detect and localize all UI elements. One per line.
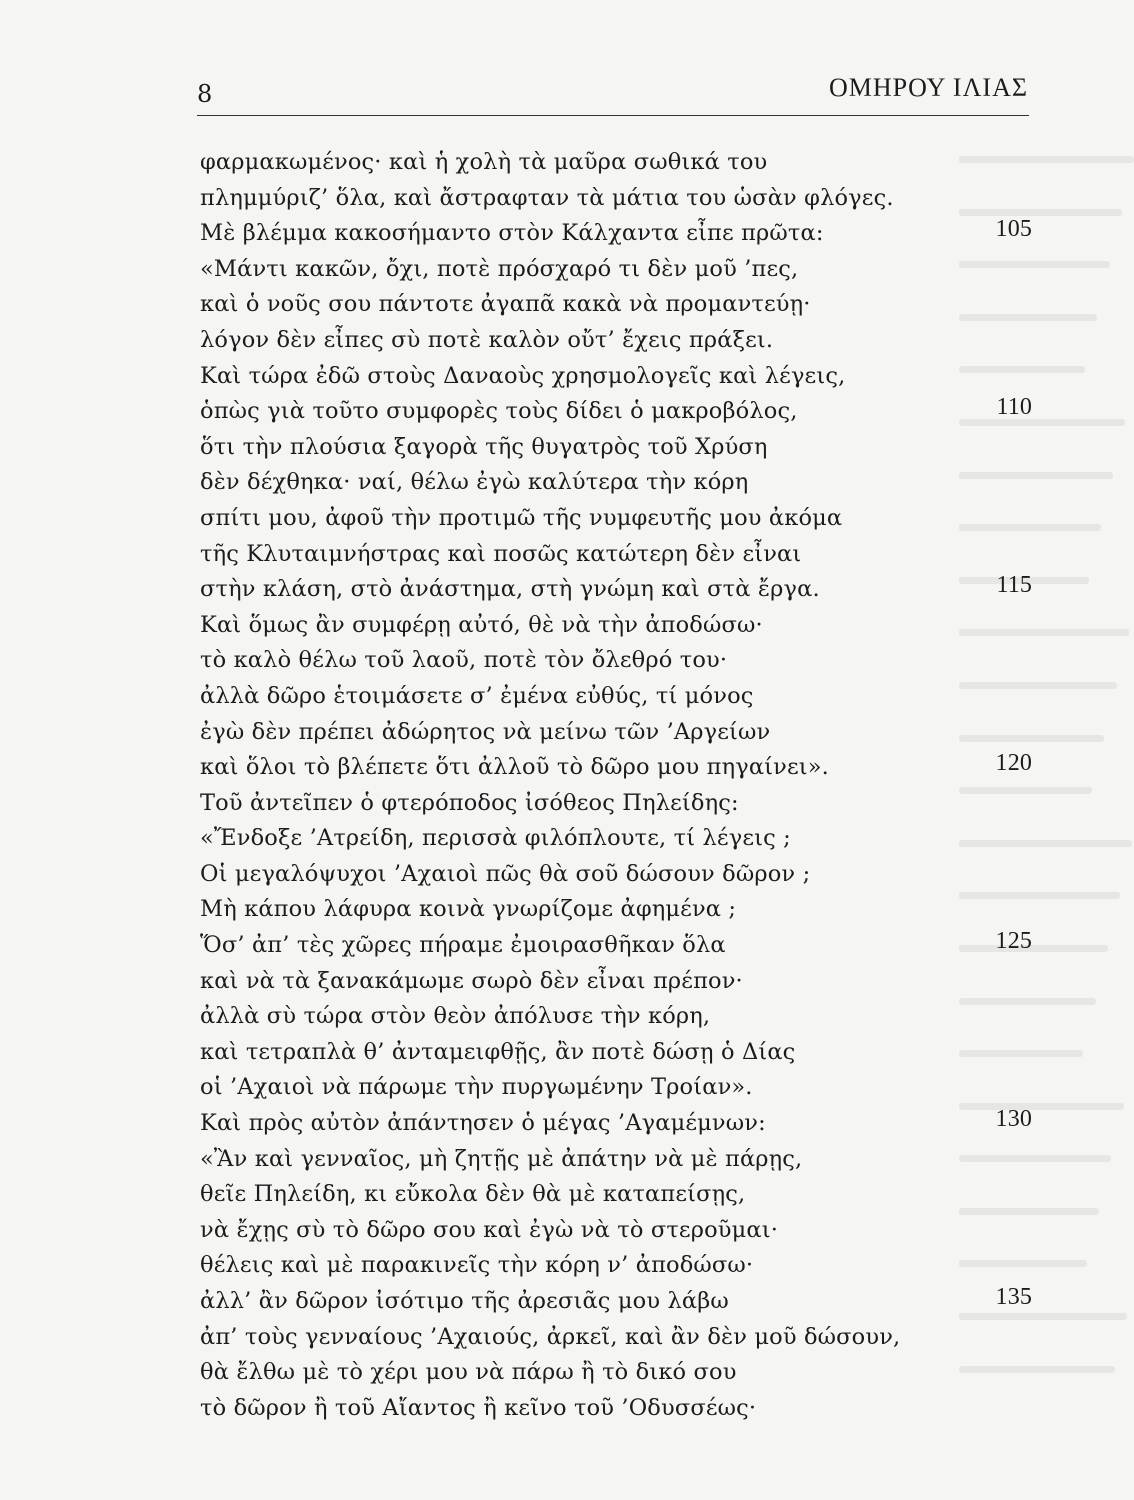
line-number: 135 [995,1284,1032,1310]
line-number: 125 [995,928,1032,955]
verse-line [200,394,1040,430]
line-number: 105 [995,216,1032,243]
verse-line [200,465,1040,501]
verse-line [200,501,1040,537]
verse-text: θὰ ἔλθω μὲ τὸ χέρι μου νὰ πάρω ἢ τὸ δικό σου [200,1359,737,1386]
verse-text: «Ἔνδοξε ’Ατρείδη, περισσὰ φιλόπλουτε, τί λέγεις ; [200,825,791,852]
page-number: 8 [197,80,213,108]
verse-text: Μὲ βλέμμα κακοσήμαντο στὸν Κάλχαντα εἶπε πρῶτα: [200,220,824,247]
verse-line [200,608,1040,644]
verse-text: τὸ δῶρον ἢ τοῦ Αἴαντος ἢ κεῖνο τοῦ ’Οδυσσέως· [200,1394,757,1421]
verse-text: «Μάντι κακῶν, ὄχι, ποτὲ πρόσχαρό τι δὲν μοῦ ’πες, [200,255,799,282]
verse-line [200,643,1040,679]
verse-line [200,1248,1040,1284]
line-number: 115 [996,572,1032,599]
line-number: 120 [995,750,1032,777]
verse-line [200,1106,1040,1142]
verse-line [200,1391,1040,1427]
verse-text: τὸ καλὸ θέλω τοῦ λαοῦ, ποτὲ τὸν ὄλεθρό του· [200,647,728,674]
verse-line [200,572,1040,608]
verse-text: ἐγὼ δὲν πρέπει ἀδώρητος νὰ μείνω τῶν ’Αργείων [200,718,771,745]
verse-text: ὁπὼς γιὰ τοῦτο συμφορὲς τοὺς δίδει ὁ μακροβόλος, [200,398,798,425]
verse-block [200,145,1040,1426]
verse-text: Ὅσ’ ἀπ’ τὲς χῶρες πήραμε ἐμοιρασθῆκαν ὅλα [200,932,726,959]
verse-line [200,964,1040,1000]
verse-text: σπίτι μου, ἀφοῦ τὴν προτιμῶ τῆς νυμφευτῆς μου ἀκόμα [200,504,843,531]
verse-line [200,359,1040,395]
header-rule [197,115,1029,116]
verse-text: νὰ ἔχῃς σὺ τὸ δῶρο σου καὶ ἐγὼ νὰ τὸ στεροῦμαι· [200,1216,779,1243]
verse-line [200,786,1040,822]
running-title: ΟΜΗΡΟΥ ΙΛΙΑΣ [828,73,1028,102]
verse-line [200,287,1040,323]
verse-line [200,892,1040,928]
verse-text: τῆς Κλυταιμνήστρας καὶ ποσῶς κατώτερη δὲν εἶναι [200,540,802,567]
verse-text: ἀλλὰ σὺ τώρα στὸν θεὸν ἀπόλυσε τὴν κόρη, [200,1003,711,1030]
verse-text: καὶ ὅλοι τὸ βλέπετε ὅτι ἀλλοῦ τὸ δῶρο μου πηγαίνει». [200,754,829,781]
verse-line [200,252,1040,288]
verse-text: οἱ ’Αχαιοὶ νὰ πάρωμε τὴν πυργωμένην Τροίαν». [200,1074,753,1101]
verse-line [200,999,1040,1035]
verse-text: καὶ τετραπλὰ θ’ ἀνταμειφθῇς, ἂν ποτὲ δώσῃ ὁ Δίας [200,1038,796,1065]
verse-line [200,181,1040,217]
verse-text: Τοῦ ἀντεῖπεν ὁ φτερόποδος ἰσόθεος Πηλείδης: [200,789,739,816]
verse-line [200,857,1040,893]
verse-line [200,1284,1040,1320]
verse-line [200,1070,1040,1106]
verse-text: καὶ νὰ τὰ ξανακάμωμε σωρὸ δὲν εἶναι πρέπον· [200,967,743,994]
verse-line [200,145,1040,181]
line-number: 130 [995,1106,1032,1133]
verse-line [200,821,1040,857]
verse-text: θέλεις καὶ μὲ παρακινεῖς τὴν κόρη ν’ ἀποδώσω· [200,1252,754,1279]
verse-line [200,216,1040,252]
verse-text: Καὶ τώρα ἐδῶ στοὺς Δαναοὺς χρησμολογεῖς καὶ λέγεις, [200,362,846,389]
verse-line [200,750,1040,786]
verse-line [200,1320,1040,1356]
verse-text: ἀλλ’ ἂν δῶρον ἰσότιμο τῆς ἀρεσιᾶς μου λάβω [200,1288,729,1314]
verse-text: Μὴ κάπου λάφυρα κοινὰ γνωρίζομε ἀφημένα ; [200,896,737,923]
verse-line [200,323,1040,359]
verse-text: ὅτι τὴν πλούσια ξαγορὰ τῆς θυγατρὸς τοῦ Χρύση [200,433,768,460]
verse-line [200,715,1040,751]
verse-text: θεῖε Πηλείδη, κι εὔκολα δὲν θὰ μὲ καταπείσῃς, [200,1181,746,1208]
verse-line [200,1355,1040,1391]
verse-line [200,679,1040,715]
verse-line [200,928,1040,964]
verse-text: καὶ ὁ νοῦς σου πάντοτε ἀγαπᾶ κακὰ νὰ προμαντεύῃ· [200,291,811,318]
verse-text: λόγον δὲν εἶπες σὺ ποτὲ καλὸν οὔτ’ ἔχεις πράξει. [200,326,774,353]
verse-text: πλημμύριζ’ ὅλα, καὶ ἄστραφταν τὰ μάτια του ὡσὰν φλόγες. [200,184,894,211]
verse-text: ἀπ’ τοὺς γενναίους ’Αχαιούς, ἀρκεῖ, καὶ ἂν δὲν μοῦ δώσουν, [200,1323,901,1350]
verse-line [200,1035,1040,1071]
verse-line [200,1177,1040,1213]
verse-line [200,1213,1040,1249]
verse-line [200,430,1040,466]
verse-text: «Ἂν καὶ γενναῖος, μὴ ζητῇς μὲ ἀπάτην νὰ μὲ πάρῃς, [200,1145,803,1172]
verse-line [200,1142,1040,1178]
verse-line [200,537,1040,573]
verse-text: Καὶ ὅμως ἂν συμφέρῃ αὐτό, θὲ νὰ τὴν ἀποδώσω· [200,611,763,638]
line-number: 110 [996,394,1032,421]
verse-text: ἀλλὰ δῶρο ἑτοιμάσετε σ’ ἐμένα εὐθύς, τί μόνος [200,682,754,709]
verse-text: Οἱ μεγαλόψυχοι ’Αχαιοὶ πῶς θὰ σοῦ δώσουν δῶρον ; [200,860,811,887]
verse-text: Καὶ πρὸς αὐτὸν ἀπάντησεν ὁ μέγας ’Αγαμέμνων: [200,1110,766,1137]
verse-text: στὴν κλάση, στὸ ἀνάστημα, στὴ γνώμη καὶ στὰ ἔργα. [200,576,820,603]
verse-text: φαρμακωμένος· καὶ ἡ χολὴ τὰ μαῦρα σωθικά του [200,149,768,175]
verse-text: δὲν δέχθηκα· ναί, θέλω ἐγὼ καλύτερα τὴν κόρη [200,469,749,496]
